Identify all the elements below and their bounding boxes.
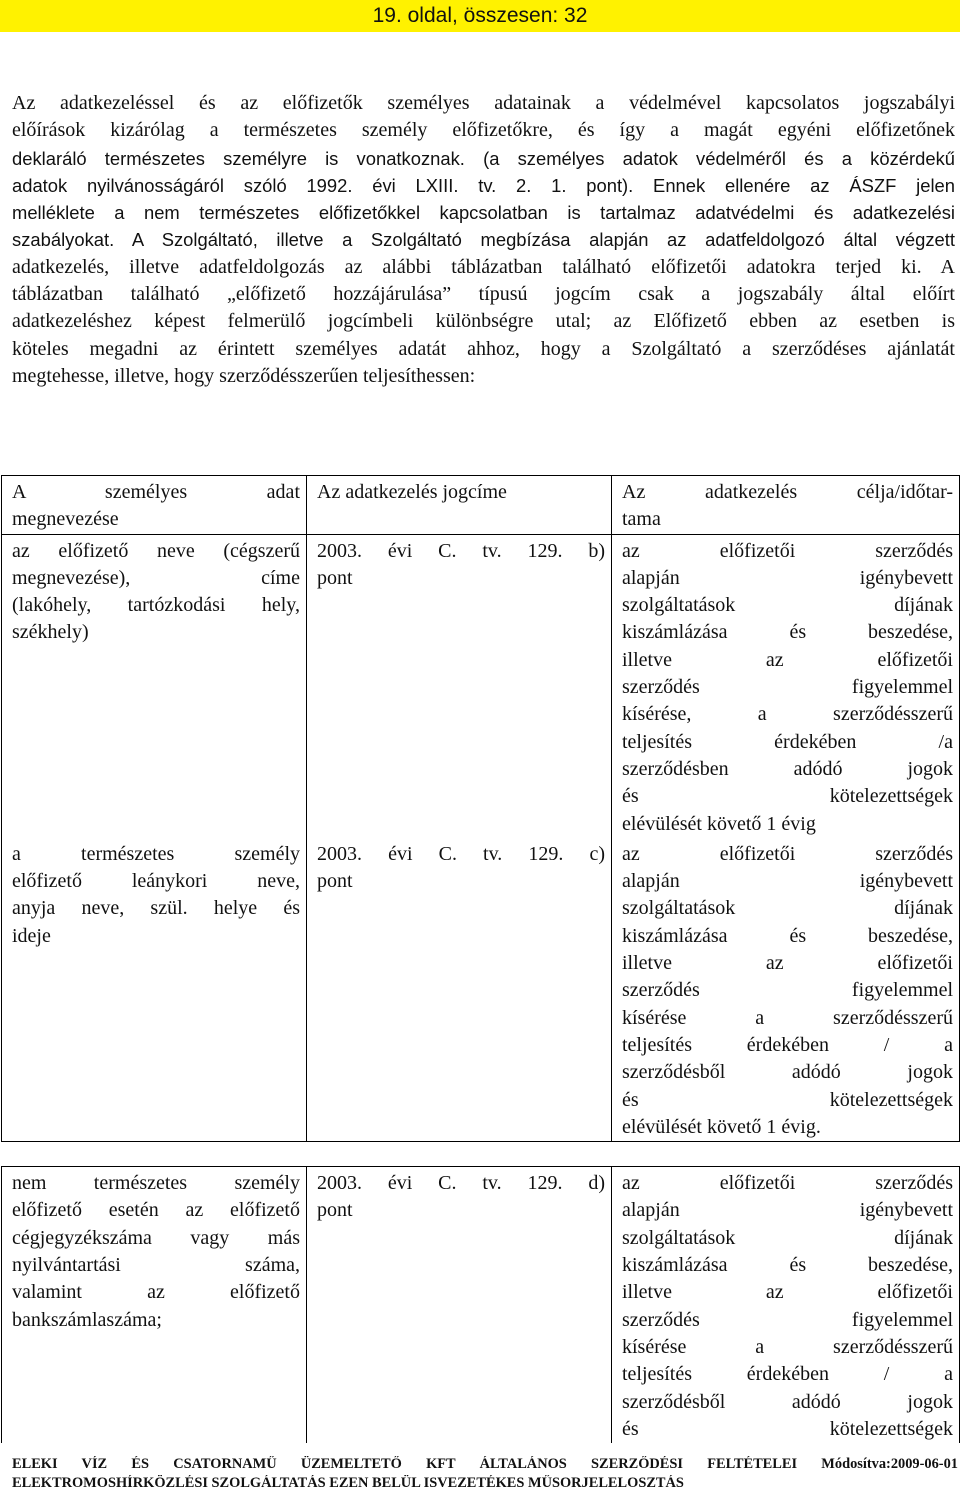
intro-line: adatkezeléshez képest felmerülő jogcímbeli különbségre utal; az Előfizető ebben az esetben is [12, 310, 955, 333]
cell-text: kísérése a szerződésszerű [622, 1006, 953, 1029]
cell-text: illetve az előfizetői [622, 952, 953, 975]
cell-text: szerződésből adódó jogok [622, 1061, 953, 1084]
cell-text: elévülését követő 1 évig. [622, 1115, 821, 1138]
cell-purpose [612, 534, 960, 838]
cell-text: megnevezése), címe [12, 566, 300, 589]
cell-data-name [2, 534, 307, 838]
intro-line: Az adatkezeléssel és az előfizetők személyes adatainak a védelmével kapcsolatos jogszabályi [12, 92, 955, 114]
cell-text: 2003. évi C. tv. 129. b) [317, 539, 605, 562]
table-header-row [2, 476, 960, 535]
document-footer-line-1: ELEKI VÍZ ÉS CSATORNAMŰ ÜZEMELTETŐ KFT ÁLTALÁNOS SZERZŐDÉSI FELTÉTELEI Módosítva:2009-06-01 [12, 1456, 958, 1472]
table-row [2, 534, 960, 838]
cell-purpose [612, 838, 960, 1142]
header-cell-legal-basis [307, 476, 612, 535]
cell-legal-basis [307, 534, 612, 838]
cell-text: teljesítés érdekében / a [622, 1363, 953, 1386]
cell-text: székhely) [12, 621, 89, 644]
cell-text: szerződésben adódó jogok [622, 757, 953, 780]
cell-text: kísérése, a szerződésszerű [622, 703, 953, 726]
page-indicator: 19. oldal, összesen: 32 [372, 4, 588, 27]
cell-text: és kötelezettségek [622, 785, 953, 808]
header-text: tama [622, 508, 661, 531]
cell-text: teljesítés érdekében / a [622, 1033, 953, 1056]
cell-text: az előfizetői szerződés [622, 842, 953, 865]
intro-paragraph [12, 90, 955, 390]
header-text: A személyes adat [12, 481, 300, 503]
header-cell-purpose [612, 476, 960, 535]
cell-text: szerződésből adódó jogok [622, 1390, 953, 1413]
header-text: Az adatkezelés jogcíme [317, 481, 507, 503]
cell-text: szerződés figyelemmel [622, 979, 953, 1002]
page-indicator-bar [0, 0, 960, 32]
intro-line: megtehesse, illetve, hogy szerződésszerűen teljesíthessen: [12, 364, 476, 387]
cell-text: nyilvántartási száma, [12, 1254, 300, 1277]
cell-text: előfizető esetén az előfizető [12, 1199, 300, 1222]
cell-text: pont [317, 566, 353, 589]
cell-text: pont [317, 1199, 353, 1222]
cell-text: kísérése a szerződésszerű [622, 1335, 953, 1358]
header-text: Az adatkezelés célja/időtar- [622, 481, 953, 503]
intro-line: előírások kizárólag a természetes személy előfizetőkre, és így a magát egyéni előfizetőnek [12, 119, 955, 142]
table-page-gap [2, 1142, 960, 1167]
cell-text: előfizető leánykori neve, [12, 870, 300, 893]
cell-text: és kötelezettségek [622, 1417, 953, 1440]
data-processing-table [1, 475, 960, 1443]
cell-text: bankszámlaszáma; [12, 1308, 162, 1331]
cell-text: 2003. évi C. tv. 129. c) [317, 842, 605, 865]
cell-text: cégjegyzékszáma vagy más [12, 1226, 300, 1249]
intro-line: táblázatban található „előfizető hozzájárulása” típusú jogcím csak a jogszabály által előírt [12, 283, 955, 306]
header-cell-data-name [2, 476, 307, 535]
cell-text: kiszámlázása és beszedése, [622, 924, 953, 947]
cell-text: elévülését követő 1 évig [622, 812, 816, 835]
intro-line: adatkezelés, illetve adatfeldolgozás az alábbi táblázatban található előfizetői adatokra terjed ki. A [12, 255, 955, 278]
intro-line: köteles megadni az érintett személyes adatát ahhoz, hogy a Szolgáltató a szerződéses ajánlatát [12, 337, 955, 360]
cell-text: anyja neve, szül. helye és [12, 897, 300, 920]
cell-text: szolgáltatások díjának [622, 897, 953, 920]
intro-line: deklaráló természetes személyre is vonatkoznak. (a személyes adatok védelméről és a közérdekű [12, 147, 955, 169]
document-footer-line-2: ELEKTROMOSHÍRKÖZLÉSI SZOLGÁLTATÁS EZEN BELÜL ISVEZETÉKES MŰSORJELELOSZTÁS [12, 1475, 684, 1491]
cell-data-name [2, 838, 307, 1142]
cell-legal-basis [307, 838, 612, 1142]
cell-text: szerződés figyelemmel [622, 1308, 953, 1331]
cell-text: az előfizetői szerződés [622, 539, 953, 562]
table-row [2, 838, 960, 1142]
header-text: megnevezése [12, 508, 119, 531]
cell-text: (lakóhely, tartózkodási hely, [12, 594, 300, 617]
cell-text: illetve az előfizetői [622, 648, 953, 671]
cell-text: szerződés figyelemmel [622, 676, 953, 699]
cell-text: a természetes személy [12, 842, 300, 865]
cell-text: 2003. évi C. tv. 129. d) [317, 1172, 605, 1195]
table-row [2, 1167, 960, 1443]
cell-legal-basis [307, 1167, 612, 1443]
cell-text: kiszámlázása és beszedése, [622, 621, 953, 644]
cell-text: és kötelezettségek [622, 1088, 953, 1111]
cell-text: ideje [12, 924, 51, 947]
cell-text: valamint az előfizető [12, 1281, 300, 1304]
cell-text: alapján igénybevett [622, 870, 953, 893]
cell-text: az előfizetői szerződés [622, 1172, 953, 1195]
cell-text: az előfizető neve (cégszerű [12, 539, 300, 562]
cell-text: szolgáltatások díjának [622, 1226, 953, 1249]
cell-text: nem természetes személy [12, 1172, 300, 1195]
intro-line: adatok nyilvánosságáról szóló 1992. évi LXIII. tv. 2. 1. pont). Ennek ellenére az ÁSZF jelen [12, 174, 955, 196]
cell-text: kiszámlázása és beszedése, [622, 1254, 953, 1277]
cell-text: illetve az előfizetői [622, 1281, 953, 1304]
cell-text: pont [317, 870, 353, 893]
cell-data-name [2, 1167, 307, 1443]
cell-text: alapján igénybevett [622, 1199, 953, 1222]
cell-text: szolgáltatások díjának [622, 594, 953, 617]
cell-purpose [612, 1167, 960, 1443]
cell-text: teljesítés érdekében /a [622, 730, 953, 753]
intro-line: szabályokat. A Szolgáltató, illetve a Szolgáltató megbízása alapján az adatfeldolgozó által végzett [12, 229, 955, 251]
cell-text: alapján igénybevett [622, 566, 953, 589]
intro-line: melléklete a nem természetes előfizetőkkel kapcsolatban is tartalmaz adatvédelmi és adatkezelési [12, 202, 955, 224]
